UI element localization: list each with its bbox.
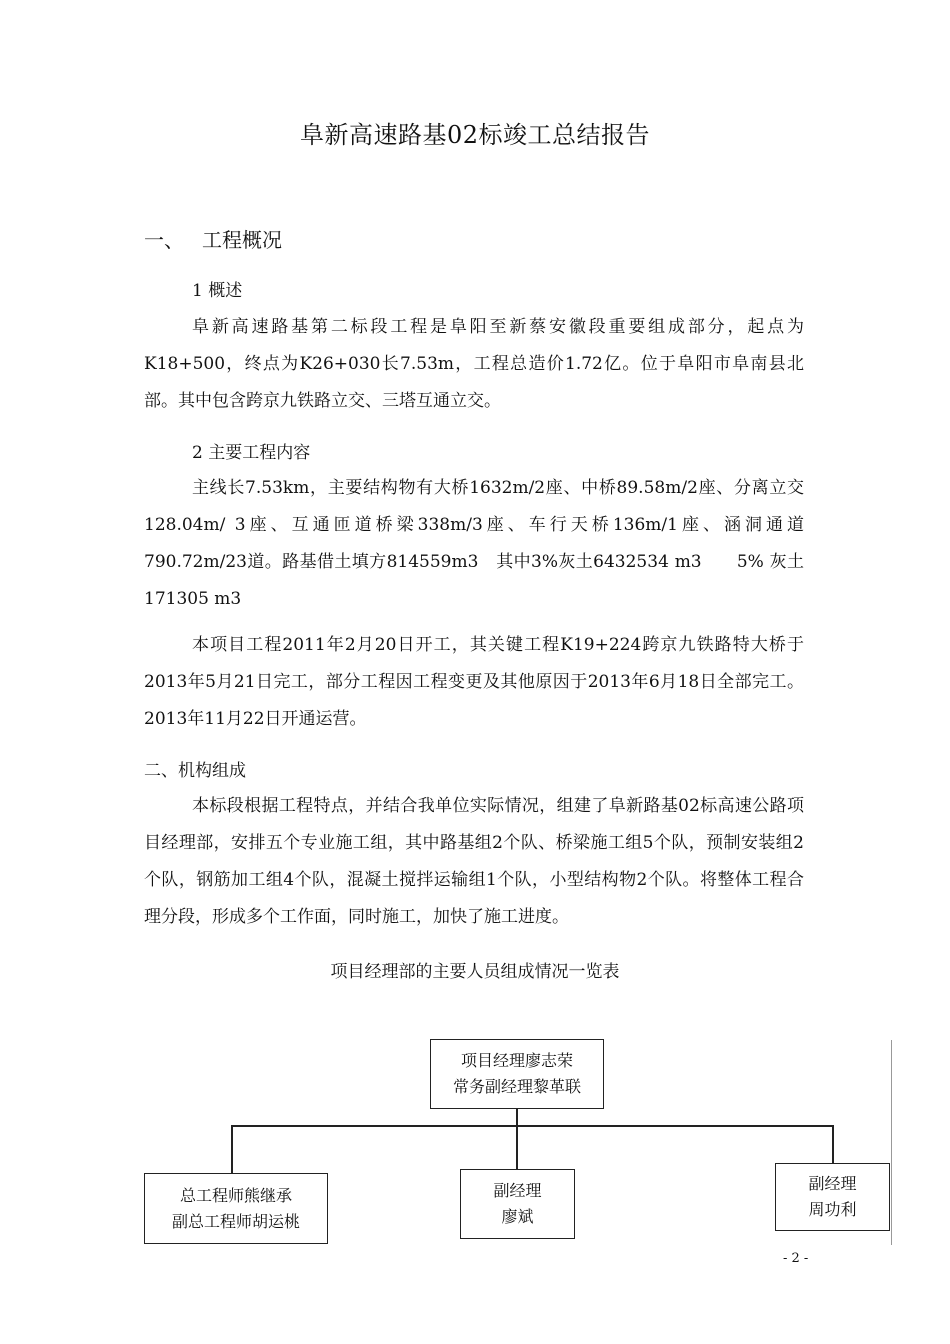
page-number: - 2 - (783, 1251, 809, 1266)
subsection-overview: 1 概述 (192, 281, 243, 301)
section-1-title: 工程概况 (202, 228, 282, 252)
paragraph-schedule: 本项目工程2011年2月20日开工，其关键工程K19+224跨京九铁路特大桥于2013年5月21日完工，部分工程因工程变更及其他原因于2013年6月18日全部完工。2013年11月22日开通运营。 (144, 635, 804, 729)
org-box-deputy-manager-1-line1: 副经理 (493, 1181, 542, 1200)
org-box-chief-engineer (144, 1173, 328, 1244)
section-2-heading: 二、机构组成 (144, 761, 246, 781)
org-box-deputy-manager-1 (460, 1169, 575, 1239)
org-box-deputy-manager-2-line2: 周功利 (808, 1200, 857, 1219)
org-box-deputy-manager-2-line1: 副经理 (808, 1174, 857, 1193)
subsection-main-works: 2 主要工程内容 (192, 443, 311, 463)
org-chart-caption: 项目经理部的主要人员组成情况一览表 (330, 962, 620, 982)
paragraph-organization: 本标段根据工程特点，并结合我单位实际情况，组建了阜新路基02标高速公路项目经理部，安排五个专业施工组，其中路基组2个队、桥梁施工组5个队，预制安装组2个队，钢筋加工组4个队，混凝土搅拌运输组1个队，小型结构物2个队。将整体工程合理分段，形成多个工作面，同时施工，加快了施工进度。 (144, 796, 804, 927)
paragraph-main-works: 主线长7.53km，主要结构物有大桥1632m/2座、中桥89.58m/2座、分离立交128.04m/ 3座、互通匝道桥梁338m/3座、车行天桥136m/1座、涵洞通道790.72m/23道。路基借土填方814559m3 其中3%灰土6432534 m3 5% 灰土171305 m3 (144, 478, 804, 609)
org-box-deputy-manager-1-line2: 廖斌 (501, 1207, 534, 1226)
connector-left (231, 1125, 233, 1173)
document-title: 阜新高速路基02标竣工总结报告 (299, 121, 651, 149)
org-box-chief-engineer-line2: 副总工程师胡运桃 (171, 1211, 300, 1231)
paragraph-overview: 阜新高速路基第二标段工程是阜阳至新蔡安徽段重要组成部分，起点为K18+500，终点为K26+030长7.53m，工程总造价1.72亿。位于阜阳市阜南县北部。其中包含跨京九铁路立交、三塔互通立交。 (144, 317, 804, 411)
section-1-heading (144, 224, 282, 253)
org-box-project-manager-line2: 常务副经理黎革联 (452, 1077, 581, 1096)
org-box-chief-engineer-line1: 总工程师熊继承 (179, 1185, 292, 1205)
org-box-project-manager-line1: 项目经理廖志荣 (460, 1051, 573, 1070)
connector-horizontal (231, 1125, 834, 1127)
page-edge-rule (891, 1040, 892, 1245)
connector-right (832, 1125, 834, 1163)
org-box-deputy-manager-2 (775, 1163, 890, 1231)
org-box-project-manager (430, 1039, 604, 1109)
section-1-number: 一、 (144, 228, 184, 252)
